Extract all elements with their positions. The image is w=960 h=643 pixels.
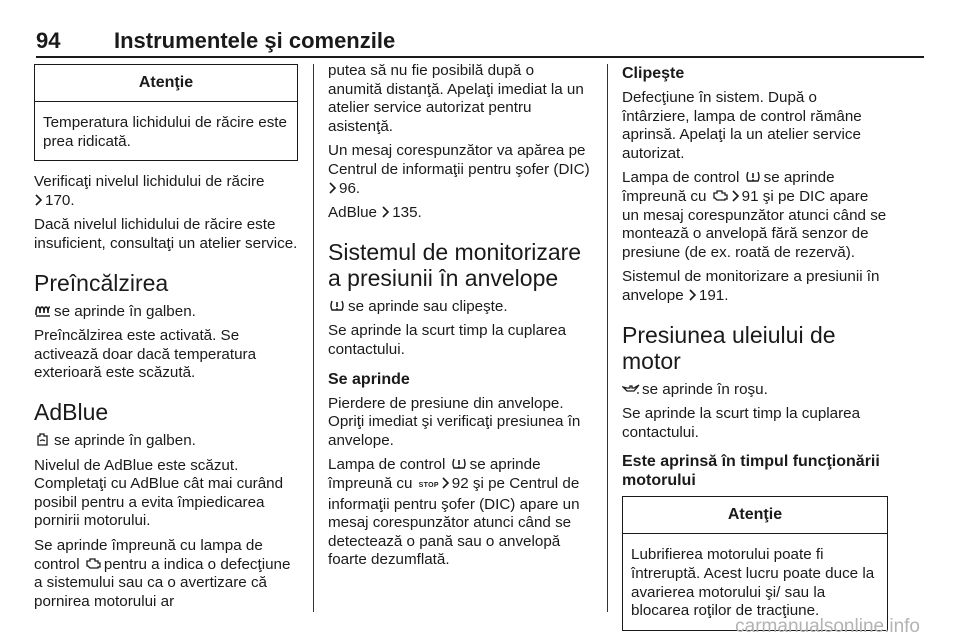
stop-icon: STOP: [418, 481, 439, 489]
paragraph: Nivelul de AdBlue este scăzut. Completaţi cu AdBlue cât mai curând posibil pentru a evita împiedicarea pornirii motorului.: [34, 456, 284, 530]
page-ref-arrow-icon: [688, 289, 697, 301]
paragraph: Un mesaj corespunzător va apărea pe Centrul de informaţii pentru şofer (DIC) 96.: [328, 142, 590, 197]
page-header: [36, 22, 924, 56]
paragraph: AdBlue 135.: [328, 204, 422, 222]
warning-title: Atenţie: [623, 497, 887, 534]
running-title: Instrumentele şi comenzile: [114, 28, 396, 53]
engine-check-icon: [711, 188, 729, 203]
header-rule: [36, 56, 924, 58]
engine-check-icon: [84, 556, 102, 571]
section-heading: Sistemul de monitorizare a presiunii în anvelope: [328, 238, 582, 291]
warning-title: Atenţie: [35, 65, 297, 102]
paragraph: Lampa de control se aprinde împreună cu STOP 92 şi pe Centrul de informaţii pentru şofer (DIC) apare un mesaj corespunzător atunci când se detectează o pană sau o anvelopă foarte dezumflată.: [328, 456, 580, 569]
warning-body: Temperatura lichidului de răcire este prea ridicată.: [43, 114, 287, 150]
page-ref-arrow-icon: [381, 206, 390, 218]
warning-box: [34, 64, 298, 161]
tire-pressure-icon: [744, 169, 762, 184]
tire-pressure-icon: [450, 456, 468, 471]
warning-box: [622, 496, 888, 630]
page-number: 94: [36, 28, 61, 53]
section-heading: Presiunea uleiului de motor: [622, 321, 836, 374]
preheat-coil-icon: [34, 303, 52, 318]
paragraph: Se aprinde la scurt timp la cuplarea contactului.: [328, 322, 567, 358]
tire-pressure-icon: [328, 298, 346, 313]
paragraph: se aprinde în galben.: [34, 303, 298, 322]
page-ref-arrow-icon: [34, 194, 43, 206]
section-heading: AdBlue: [34, 398, 109, 425]
page-ref: 170.: [45, 191, 75, 209]
paragraph: Se aprinde împreună cu lampa de control pentru a indica o defecţiune a sistemului sau ca o avertizare că pornirea motorului ar: [34, 536, 291, 610]
watermark: carmanualsonline.info: [735, 616, 920, 637]
page-ref-arrow-icon: [328, 182, 337, 194]
paragraph: Preîncălzirea este activată. Se activează doar dacă temperatura exterioară este scăzută.: [34, 327, 257, 382]
warning-body: Lubrifierea motorului poate fi întreruptă. Acest lucru poate duce la avarierea motorului şi/ sau la blocarea roţilor de tracţiune.: [631, 546, 875, 620]
subsection-heading: Se aprinde: [328, 370, 410, 388]
column-1: [34, 62, 298, 617]
column-divider: [313, 64, 314, 612]
paragraph: putea să nu fie posibilă după o anumită distanţă. Apelaţi imediat la un atelier service autorizat pentru asistenţă.: [328, 62, 584, 135]
paragraph: Pierdere de presiune din anvelope. Opriţi imediat şi verificaţi presiunea în anvelope.: [328, 394, 581, 449]
section-heading: Preîncălzirea: [34, 269, 169, 296]
subsection-heading: Este aprinsă în timpul funcţionării motorului: [622, 453, 880, 490]
page-ref: 96.: [339, 179, 361, 197]
page-ref: 191.: [698, 286, 729, 304]
paragraph: Sistemul de monitorizare a presiunii în anvelope 191.: [622, 268, 880, 304]
paragraph: se aprinde sau clipeşte.: [328, 298, 592, 317]
column-2: [328, 62, 592, 576]
oil-can-icon: [622, 381, 640, 396]
page-ref-arrow-icon: [441, 477, 450, 489]
adblue-tank-icon: [34, 432, 52, 447]
page-ref: 135.: [392, 204, 422, 222]
subsection-heading: Clipeşte: [622, 65, 685, 82]
paragraph: Defecţiune în sistem. După o întârziere, lampa de control rămâne aprinsă. Apelaţi la un atelier service autorizat.: [622, 89, 862, 162]
paragraph: Dacă nivelul lichidului de răcire este insuficient, consultaţi un atelier service.: [34, 216, 298, 252]
column-3: [622, 62, 888, 643]
column-divider: [607, 64, 608, 612]
paragraph: se aprinde în galben.: [34, 432, 298, 451]
paragraph: Verificaţi nivelul lichidului de răcire 170.: [34, 173, 265, 209]
paragraph: se aprinde în roşu.: [622, 381, 888, 400]
paragraph: Se aprinde la scurt timp la cuplarea contactului.: [622, 405, 861, 441]
page-ref-arrow-icon: [731, 190, 740, 202]
paragraph: Lampa de control se aprinde împreună cu 91 şi pe DIC apare un mesaj corespunzător atunci când se montează o anvelopă fără senzor de presiune (de ex. roată de rezervă).: [622, 169, 887, 261]
